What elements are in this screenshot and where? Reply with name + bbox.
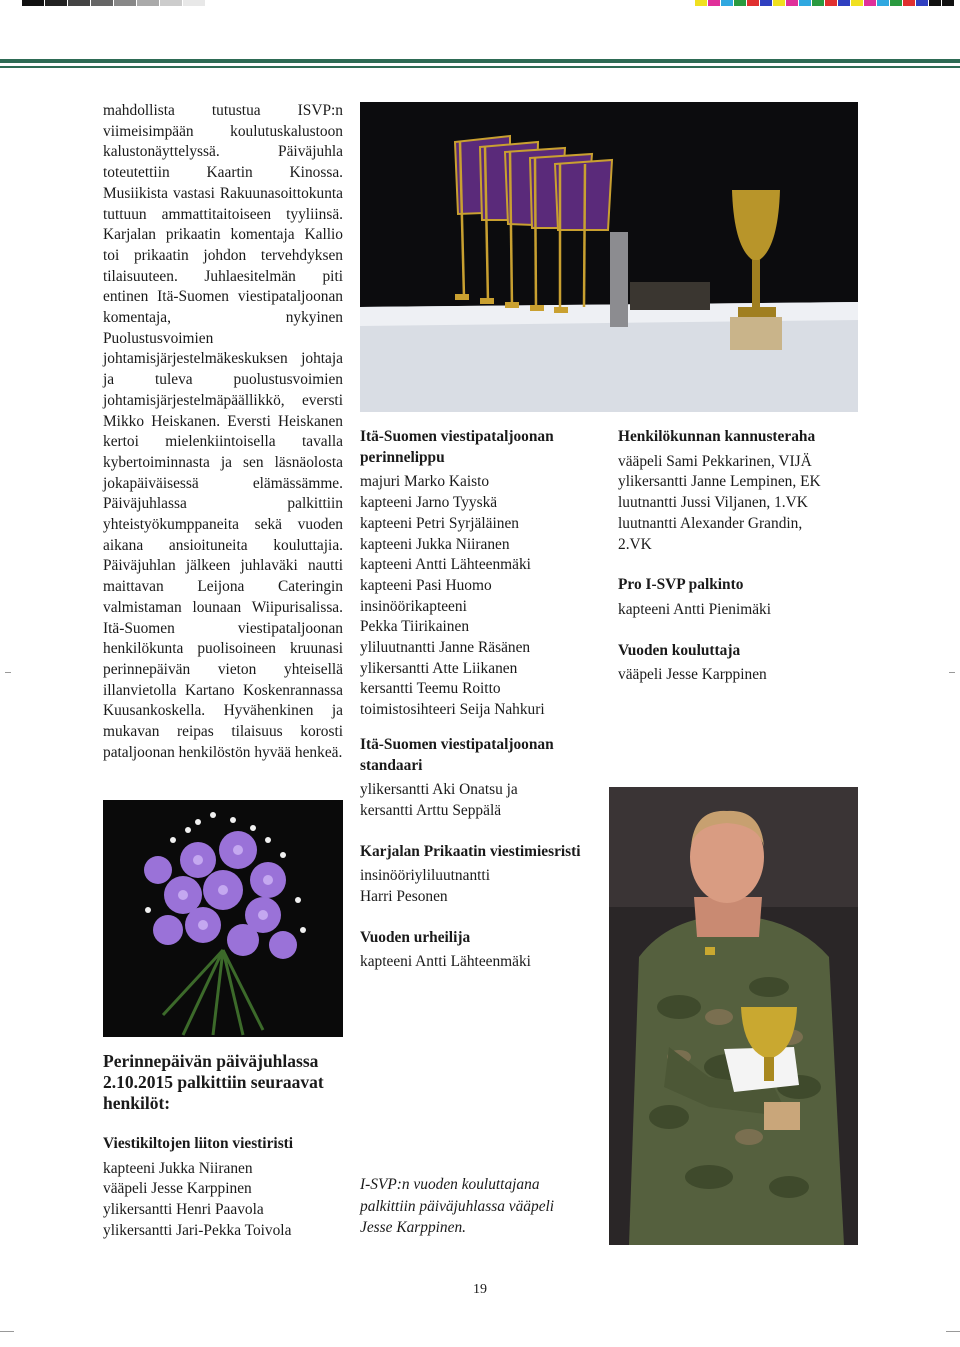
header-rule-thin [0, 66, 960, 68]
award-recipient: kapteeni Petri Syrjäläinen [360, 514, 519, 532]
award-recipient: luutnantti Alexander Grandin, [618, 514, 803, 532]
award-title: Itä-Suomen viestipataljoonan perinnelippu [360, 428, 554, 466]
award-recipient: kapteeni Jarno Tyyskä [360, 494, 498, 512]
award-section-kouluttaja [618, 641, 858, 686]
crop-mark [949, 672, 955, 673]
award-recipient: vääpeli Jesse Karppinen [103, 1180, 252, 1198]
award-recipient: luutnantti Jussi Viljanen, 1.VK [618, 494, 808, 512]
award-recipient: kapteeni Jukka Niiranen [360, 535, 510, 553]
award-section-urheilija [360, 928, 605, 973]
award-title: Pro I-SVP palkinto [618, 576, 744, 594]
award-section-kannusteraha [618, 427, 858, 555]
intro-article-text [103, 101, 343, 764]
award-recipient: kapteeni Pasi Huomo [360, 576, 492, 594]
award-recipient: ylikersantti Janne Lempinen, EK [618, 473, 821, 491]
page-number: 19 [473, 1282, 487, 1297]
crop-mark [0, 1331, 14, 1332]
award-recipient-list [103, 1159, 348, 1242]
award-winner-photo [609, 787, 858, 1245]
award-section-karjalan [360, 842, 605, 908]
award-recipient-list [618, 665, 858, 686]
awards-heading: Perinnepäivän päiväjuhlassa 2.10.2015 palkittiin seuraavat henkilöt: [103, 1051, 324, 1113]
award-recipient: kapteeni Antti Pienimäki [618, 600, 772, 618]
award-recipient-list [360, 952, 605, 973]
award-recipient-list [618, 452, 858, 556]
award-recipient: kersantti Teemu Roitto [360, 680, 501, 698]
award-title: Karjalan Prikaatin viestimiesristi [360, 842, 581, 860]
award-recipient: yliluutnantti Janne Räsänen [360, 639, 531, 657]
award-recipient: ylikersantti Atte Liikanen [360, 659, 518, 677]
awards-heading-block [103, 1051, 348, 1114]
award-section-viestikiltojen [103, 1134, 348, 1242]
award-recipient: Pekka Tiirikainen [360, 618, 470, 636]
flowers-photo [103, 800, 343, 1037]
intro-paragraph: mahdollista tutustua ISVP:n viimeisimpään koulutuskalustoon kalustonäyttelyssä. Päiväjuhla toteutettiin Kaartin Kinossa. Musiikista vastasi Rakuunasoittokunta tuttuun ammattitaitoiseen tyyliinsä. Karjalan prikaatin komentaja Kallio toi prikaatin johdon tervehdyksen tilaisuuteen. Juhlaesitelmän piti entinen Itä-Suomen viestipataljoonan komentaja, nykyinen Puolustusvoimien johtamisjärjestelmäkeskuksen johtaja ja tuleva puolustusvoimien johtamisjärjestelmäpäällikkö, eversti Mikko Heiskanen. Eversti Heiskanen kertoi mielenkiintoisella tavalla kybertoiminnasta ja sen läsnäolosta jokapäiväisessä elämässämme. Päiväjuhlassa palkittiin yhteistyökumppaneita sekä vuoden aikana ansioituneita kouluttajia. Päiväjuhlan jälkeen juhlaväki nautti maittavan Leijona Cateringin valmistaman lounaan Wiipurisalissa. Itä-Suomen viestipataljoonan henkilökunta puolisoineen kruunasi perinnepäivän vieton yhteisellä illanvietolla Kartano Koskenrannassa Kuusankoskella. Hyvähenkinen ja mukavan reipas tilaisuus korosti pataljoonan henkilöstön hyvää henkeä. [103, 102, 343, 761]
award-title: Henkilökunnan kannusteraha [618, 428, 816, 445]
award-title: Viestikiltojen liiton viestiristi [103, 1135, 294, 1152]
award-recipient: ylikersantti Aki Onatsu ja [360, 781, 518, 799]
award-recipient: kapteeni Antti Lähteenmäki [360, 953, 531, 971]
print-grayscale-bar [22, 0, 206, 6]
award-recipient: Harri Pesonen [360, 888, 448, 906]
award-recipient-list [360, 866, 605, 907]
award-recipient: kersantti Arttu Seppälä [360, 801, 502, 819]
print-color-bar [695, 0, 955, 6]
award-title: Vuoden kouluttaja [618, 641, 741, 659]
award-title: Vuoden urheilija [360, 928, 471, 946]
award-recipient: 2.VK [618, 535, 652, 553]
award-recipient: majuri Marko Kaisto [360, 473, 490, 491]
award-recipient-list [360, 472, 605, 720]
photo-caption: I-SVP:n vuoden kouluttajana palkittiin päiväjuhlassa vääpeli Jesse Karppinen. [360, 1176, 555, 1236]
award-section-perinnelippu [360, 427, 605, 721]
award-recipient: ylikersantti Jari-Pekka Toivola [103, 1221, 292, 1239]
award-section-standaari [360, 735, 605, 822]
award-recipient: kapteeni Jukka Niiranen [103, 1159, 253, 1177]
award-recipient: ylikersantti Henri Paavola [103, 1201, 264, 1219]
award-recipient-list [360, 780, 605, 821]
award-recipient: insinööriyliluutnantti [360, 867, 490, 885]
award-recipient: kapteeni Antti Lähteenmäki [360, 556, 531, 574]
award-recipient: insinöörikapteeni [360, 597, 467, 615]
award-section-pro-isvp [618, 575, 858, 620]
crop-mark [5, 672, 11, 673]
flags-trophy-photo [360, 102, 858, 412]
header-rule-thick [0, 59, 960, 63]
awards-column-middle [360, 427, 605, 973]
award-recipient: vääpeli Jesse Karppinen [618, 666, 767, 684]
award-recipient: toimistosihteeri Seija Nahkuri [360, 701, 545, 719]
crop-mark [946, 1331, 960, 1332]
awards-column-right [618, 427, 858, 686]
award-recipient: vääpeli Sami Pekkarinen, VIJÄ [618, 452, 812, 470]
award-recipient-list [618, 600, 858, 621]
award-title: Itä-Suomen viestipataljoonan standaari [360, 735, 554, 774]
